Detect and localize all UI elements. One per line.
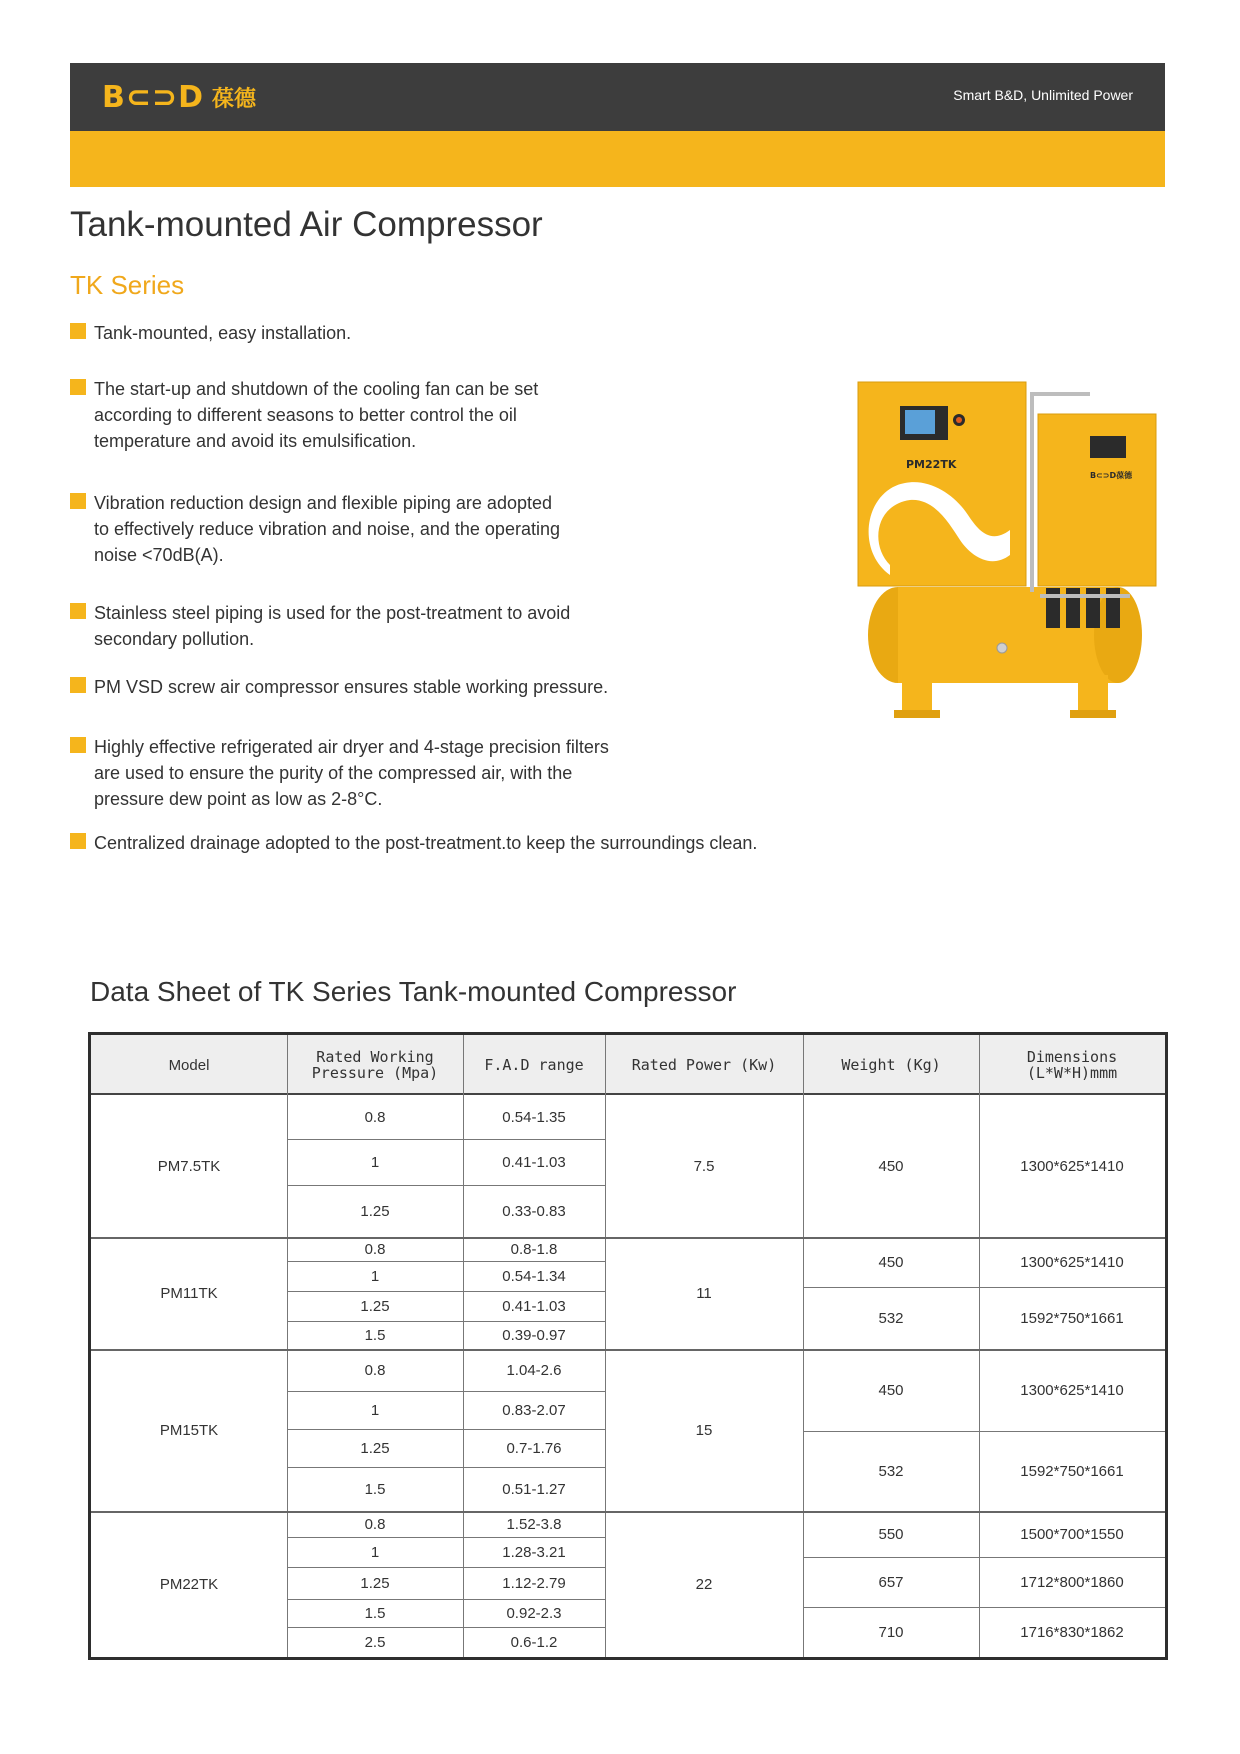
dimensions-cell: 1300*625*1410	[1020, 1157, 1124, 1175]
weight-cell: 550	[878, 1525, 904, 1543]
bullet-square-icon	[70, 677, 86, 693]
bullet-square-icon	[70, 493, 86, 509]
bullet-square-icon	[70, 833, 86, 849]
fad-range-cell: 1.12-2.79	[502, 1574, 566, 1592]
pressure-cell: 1.25	[360, 1439, 390, 1457]
dryer-brand-label: B⊂⊃D葆德	[1090, 471, 1133, 480]
pressure-cell: 1	[370, 1401, 380, 1419]
fad-range-cell: 0.7-1.76	[506, 1439, 562, 1457]
logo-text: B⊂⊃D	[102, 79, 205, 115]
bullet-square-icon	[70, 323, 86, 339]
weight-cell: 657	[878, 1573, 904, 1591]
bullet-square-icon	[70, 379, 86, 395]
pressure-cell: 1.5	[364, 1480, 386, 1498]
pressure-cell: 1.25	[360, 1297, 390, 1315]
table-header-cell: Weight (Kg)	[841, 1056, 941, 1074]
fad-range-cell: 0.51-1.27	[502, 1480, 566, 1498]
feature-item	[70, 674, 608, 700]
dimensions-cell: 1300*625*1410	[1020, 1381, 1124, 1399]
table-header-cell: Dimensions (L*W*H)mmm	[1026, 1048, 1118, 1082]
pressure-cell: 1	[370, 1267, 380, 1285]
dimensions-cell: 1500*700*1550	[1020, 1525, 1124, 1543]
bullet-square-icon	[70, 737, 86, 753]
fad-range-cell: 0.33-0.83	[502, 1202, 566, 1220]
dimensions-cell: 1716*830*1862	[1020, 1623, 1124, 1641]
fad-range-cell: 0.39-0.97	[502, 1326, 566, 1344]
feature-text: Vibration reduction design and flexible piping are adopted to effectively reduce vibration and noise, and the operating noise <70dB(A).	[94, 493, 560, 565]
feature-text: Stainless steel piping is used for the post-treatment to avoid secondary pollution.	[94, 603, 571, 649]
pressure-cell: 1	[370, 1543, 380, 1561]
weight-cell: 450	[878, 1381, 904, 1399]
feature-item	[70, 320, 351, 346]
fad-range-cell: 0.54-1.35	[502, 1108, 566, 1126]
feature-item	[70, 490, 560, 568]
weight-cell: 450	[878, 1157, 904, 1175]
weight-cell: 710	[878, 1623, 904, 1641]
brand-logo	[102, 79, 256, 115]
rated-power-cell: 11	[696, 1284, 712, 1302]
bullet-square-icon	[70, 603, 86, 619]
weight-cell: 450	[878, 1253, 904, 1271]
dimensions-cell: 1592*750*1661	[1020, 1462, 1124, 1480]
pressure-cell: 1.25	[360, 1574, 390, 1592]
table-header-cell: Rated Power (Kw)	[631, 1056, 777, 1074]
fad-range-cell: 1.52-3.8	[506, 1515, 562, 1533]
slogan: Smart B&D, Unlimited Power	[953, 87, 1133, 103]
pressure-cell: 0.8	[364, 1240, 386, 1258]
header-accent-band	[70, 131, 1165, 187]
pressure-cell: 2.5	[364, 1633, 386, 1651]
table-header-cell: Model	[168, 1056, 210, 1074]
fad-range-cell: 0.41-1.03	[502, 1297, 566, 1315]
pressure-cell: 1.25	[360, 1202, 390, 1220]
model-cell: PM7.5TK	[157, 1157, 221, 1175]
feature-text: Centralized drainage adopted to the post-treatment.to keep the surroundings clean.	[94, 833, 758, 853]
fad-range-cell: 0.8-1.8	[510, 1240, 558, 1258]
pressure-cell: 1.5	[364, 1604, 386, 1622]
fad-range-cell: 1.04-2.6	[506, 1361, 562, 1379]
model-cell: PM15TK	[159, 1421, 219, 1439]
page-title: Tank-mounted Air Compressor	[70, 205, 543, 244]
fad-range-cell: 0.92-2.3	[506, 1604, 562, 1622]
feature-text: Tank-mounted, easy installation.	[94, 323, 352, 343]
fad-range-cell: 0.41-1.03	[502, 1153, 566, 1171]
model-cell: PM11TK	[160, 1284, 218, 1302]
logo-chinese-text: 葆德	[212, 86, 257, 112]
feature-item	[70, 830, 757, 856]
table-header-cell: Rated Working Pressure (Mpa)	[311, 1048, 439, 1082]
pressure-cell: 1	[370, 1153, 380, 1171]
rated-power-cell: 7.5	[693, 1157, 715, 1175]
weight-cell: 532	[878, 1309, 904, 1327]
pressure-cell: 0.8	[364, 1108, 386, 1126]
table-header-cell: F.A.D range	[484, 1056, 584, 1074]
rated-power-cell: 15	[695, 1421, 713, 1439]
header-bar	[70, 63, 1165, 131]
dimensions-cell: 1300*625*1410	[1020, 1253, 1124, 1271]
compressor-product-image	[850, 380, 1160, 720]
datasheet-title: Data Sheet of TK Series Tank-mounted Compressor	[90, 976, 737, 1007]
model-cell: PM22TK	[159, 1575, 219, 1593]
feature-item	[70, 600, 570, 652]
rated-power-cell: 22	[695, 1575, 713, 1593]
series-subtitle: TK Series	[70, 270, 185, 300]
feature-text: Highly effective refrigerated air dryer and 4-stage precision filters are used to ensure the purity of the compressed air, with the pressure dew point as low as 2-8°C.	[94, 737, 609, 809]
feature-item	[70, 734, 609, 812]
feature-text: PM VSD screw air compressor ensures stable working pressure.	[94, 677, 609, 697]
datasheet-table	[88, 1032, 1168, 1660]
pressure-cell: 0.8	[364, 1515, 386, 1533]
product-model-label: PM22TK	[906, 458, 957, 471]
dimensions-cell: 1712*800*1860	[1020, 1573, 1124, 1591]
fad-range-cell: 0.83-2.07	[502, 1401, 566, 1419]
weight-cell: 532	[878, 1462, 904, 1480]
fad-range-cell: 0.54-1.34	[502, 1267, 566, 1285]
feature-item	[70, 376, 538, 454]
pressure-cell: 0.8	[364, 1361, 386, 1379]
feature-text: The start-up and shutdown of the cooling fan can be set according to different seasons to better control the oil temperature and avoid its emulsification.	[94, 379, 539, 451]
fad-range-cell: 1.28-3.21	[502, 1543, 566, 1561]
dimensions-cell: 1592*750*1661	[1020, 1309, 1124, 1327]
pressure-cell: 1.5	[364, 1326, 386, 1344]
fad-range-cell: 0.6-1.2	[510, 1633, 558, 1651]
